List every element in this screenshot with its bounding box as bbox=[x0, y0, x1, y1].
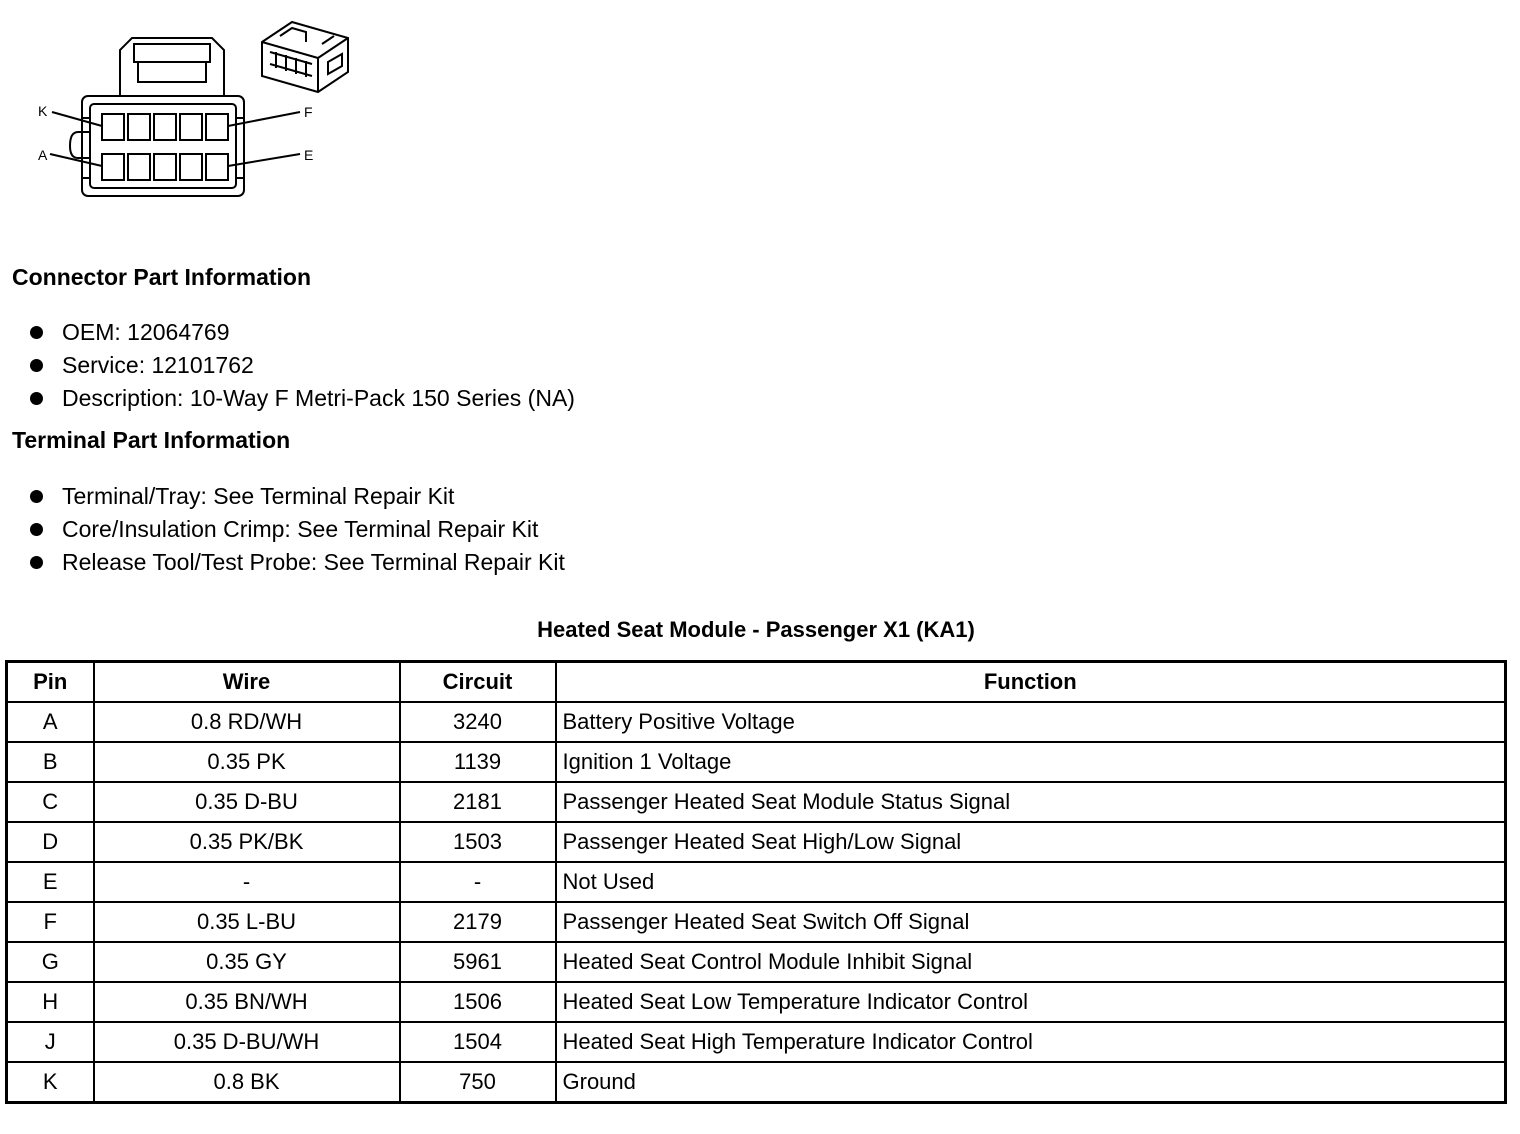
cell-pin: K bbox=[7, 1062, 94, 1103]
cell-function: Passenger Heated Seat Module Status Signal bbox=[556, 782, 1506, 822]
list-item: Terminal/Tray: See Terminal Repair Kit bbox=[30, 480, 565, 513]
list-item: Service: 12101762 bbox=[30, 349, 575, 382]
cell-function: Ground bbox=[556, 1062, 1506, 1103]
cell-pin: J bbox=[7, 1022, 94, 1062]
table-row bbox=[7, 902, 1506, 942]
cell-function: Battery Positive Voltage bbox=[556, 702, 1506, 742]
cell-circuit: 1504 bbox=[400, 1022, 556, 1062]
table-row bbox=[7, 982, 1506, 1022]
list-item: Release Tool/Test Probe: See Terminal Repair Kit bbox=[30, 546, 565, 579]
bullet-icon bbox=[30, 359, 43, 372]
cell-function: Passenger Heated Seat High/Low Signal bbox=[556, 822, 1506, 862]
cell-wire: 0.35 PK/BK bbox=[94, 822, 400, 862]
cell-function: Heated Seat Control Module Inhibit Signal bbox=[556, 942, 1506, 982]
cell-wire: 0.8 RD/WH bbox=[94, 702, 400, 742]
cell-circuit: 3240 bbox=[400, 702, 556, 742]
cell-wire: 0.35 PK bbox=[94, 742, 400, 782]
table-row bbox=[7, 942, 1506, 982]
connector-info-list bbox=[30, 316, 575, 415]
pin-label-k: K bbox=[38, 103, 48, 119]
cell-circuit: 5961 bbox=[400, 942, 556, 982]
table-row bbox=[7, 782, 1506, 822]
cell-wire: 0.8 BK bbox=[94, 1062, 400, 1103]
table-row bbox=[7, 1022, 1506, 1062]
cell-pin: C bbox=[7, 782, 94, 822]
table-row bbox=[7, 702, 1506, 742]
cell-wire: 0.35 L-BU bbox=[94, 902, 400, 942]
cell-function: Heated Seat High Temperature Indicator Control bbox=[556, 1022, 1506, 1062]
header-circuit: Circuit bbox=[400, 662, 556, 703]
terminal-info-list bbox=[30, 480, 565, 579]
cell-pin: H bbox=[7, 982, 94, 1022]
list-item: OEM: 12064769 bbox=[30, 316, 575, 349]
table-row bbox=[7, 742, 1506, 782]
pin-label-a: A bbox=[38, 147, 48, 163]
cell-function: Passenger Heated Seat Switch Off Signal bbox=[556, 902, 1506, 942]
cell-circuit: - bbox=[400, 862, 556, 902]
header-pin: Pin bbox=[7, 662, 94, 703]
pin-label-e: E bbox=[304, 147, 314, 163]
cell-pin: A bbox=[7, 702, 94, 742]
table-header-row bbox=[7, 662, 1506, 703]
pin-label-f: F bbox=[304, 104, 313, 120]
cell-circuit: 1139 bbox=[400, 742, 556, 782]
terminal-info-title: Terminal Part Information bbox=[12, 427, 291, 453]
cell-pin: B bbox=[7, 742, 94, 782]
cell-wire: 0.35 D-BU/WH bbox=[94, 1022, 400, 1062]
list-item: Core/Insulation Crimp: See Terminal Repair Kit bbox=[30, 513, 565, 546]
bullet-icon bbox=[30, 392, 43, 405]
connector-info-title: Connector Part Information bbox=[12, 264, 312, 290]
table-title: Heated Seat Module - Passenger X1 (KA1) bbox=[537, 617, 975, 642]
pinout-table bbox=[5, 660, 1507, 1104]
header-wire: Wire bbox=[94, 662, 400, 703]
cell-circuit: 2181 bbox=[400, 782, 556, 822]
list-item: Description: 10-Way F Metri-Pack 150 Series (NA) bbox=[30, 382, 575, 415]
table-row bbox=[7, 862, 1506, 902]
cell-circuit: 750 bbox=[400, 1062, 556, 1103]
cell-function: Not Used bbox=[556, 862, 1506, 902]
cell-circuit: 2179 bbox=[400, 902, 556, 942]
bullet-icon bbox=[30, 490, 43, 503]
cell-wire: - bbox=[94, 862, 400, 902]
header-function: Function bbox=[556, 662, 1506, 703]
table-row bbox=[7, 822, 1506, 862]
cell-circuit: 1506 bbox=[400, 982, 556, 1022]
bullet-icon bbox=[30, 523, 43, 536]
cell-wire: 0.35 BN/WH bbox=[94, 982, 400, 1022]
bullet-icon bbox=[30, 556, 43, 569]
cell-pin: F bbox=[7, 902, 94, 942]
connector-diagram bbox=[30, 8, 370, 208]
cell-wire: 0.35 GY bbox=[94, 942, 400, 982]
cell-circuit: 1503 bbox=[400, 822, 556, 862]
cell-pin: G bbox=[7, 942, 94, 982]
bullet-icon bbox=[30, 326, 43, 339]
cell-pin: D bbox=[7, 822, 94, 862]
cell-function: Heated Seat Low Temperature Indicator Control bbox=[556, 982, 1506, 1022]
cell-wire: 0.35 D-BU bbox=[94, 782, 400, 822]
cell-pin: E bbox=[7, 862, 94, 902]
table-row bbox=[7, 1062, 1506, 1103]
cell-function: Ignition 1 Voltage bbox=[556, 742, 1506, 782]
